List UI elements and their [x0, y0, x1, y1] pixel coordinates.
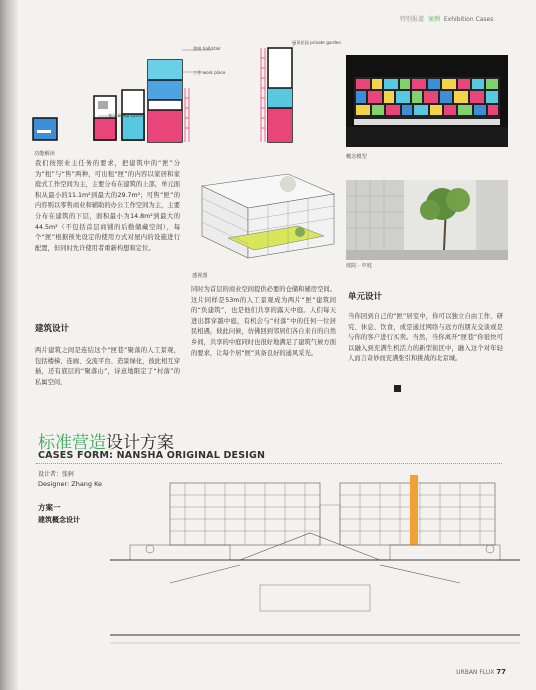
building-section-drawing — [110, 465, 520, 665]
col1-para2: 两片建筑之间是连结这个“匣巷”聚落的人工景观，包括楼梯、连廊、交流平台、造景绿化，彼此相互穿插，还有底层的“聚落山”，诗意地限定了“村落”的私属空间， — [35, 347, 180, 386]
concept-model-photo — [346, 55, 508, 147]
designer-cn: 设计者：张轲 — [38, 471, 75, 478]
designer-en: Designer: Zhang Ke — [38, 480, 103, 488]
col3-heading-unit: 单元设计 — [348, 292, 383, 302]
label-work-space: 工作 work place — [193, 70, 226, 75]
col2-para1: 同时为首层的商业空间提供必要的仓储和辅房空间。这片同样是53m的人工景观成为两片“匣”建筑间的“负建筑”，也是他们共享的露天中庭。人们每天进出都穿越中庭，有机会与“村落”中的任何一位居民相遇，彼此问候，仿佛回到邻居们各自来自的自然乡间，共享的中庭同时也很好地满足了建筑气候方面的要求，让每个居“匣”具备良好的通风采光。 — [191, 286, 336, 357]
function-diagram — [28, 38, 318, 148]
page-spine-shadow — [0, 0, 18, 690]
caption-function-diagram: 功能解读 — [34, 151, 55, 157]
section-title-black: 设计方案 — [106, 433, 174, 453]
col1-para1: 我们按照业主任务的要求，把建筑中的“匣”分为“租”与“售”两种，可出租“匣”的内容以家居和家庭式工作空间为主，主要分布在建筑的上部，单元面积从最小的11.1m²到最大的29.7m²；可售“匣”的内容则以零售商业和辅助的办公工作空间为主，主要分布在建筑的下层，面积最小为14.8m²到最大的44.5m²（不包括首层商铺的后勤储藏空间），每个“匣”根据预先设定的使用方式对屋内的设施进行配置，但同时允许使用者重新构想和定位。 — [35, 160, 180, 252]
label-living: 客厅 living space — [108, 113, 143, 118]
scheme-subtitle: 建筑概念设计 — [38, 516, 80, 524]
header-section: 特别报道 — [400, 16, 425, 23]
page-footer — [456, 668, 506, 676]
col3-para1: 当你回到自己的“匣”居室中，你可以独立自由工作、研究、休息、饮食，或是通过网络与远方的朋友交谈或是与你的客户进行买卖。当然，当你离开“匣巷”你很快可以融入到充满生机活力的新型街区中，融入这个对年轻人而言奇妙而充满张引和挑战的北京城。 — [348, 313, 503, 363]
section-title-green: 标准营造 — [38, 433, 106, 453]
header-english: Exhibition Cases — [443, 16, 494, 23]
atrium-photo — [346, 180, 508, 260]
running-header — [400, 14, 493, 23]
page-number: 77 — [496, 668, 506, 676]
caption-atrium: 庭院 · 中庭 — [346, 263, 372, 269]
label-roof-garden: 屋顶花园 private garden — [292, 40, 341, 45]
title-divider — [36, 463, 502, 464]
label-terrace: 游廊 hall/stair — [193, 46, 221, 51]
footer-magazine: URBAN FLUX — [456, 669, 495, 676]
end-mark-icon — [394, 385, 401, 392]
header-badge: 案例 — [427, 16, 440, 23]
caption-concept-model: 概念模型 — [346, 154, 367, 160]
caption-section-view: 透视图 — [192, 273, 208, 279]
scheme-title: 方案一 — [38, 503, 61, 512]
section-title-english: CASES FORM: NANSHA ORIGINAL DESIGN — [38, 450, 266, 461]
col1-heading-architecture: 建筑设计 — [35, 324, 70, 334]
section-perspective-drawing — [188, 168, 336, 270]
